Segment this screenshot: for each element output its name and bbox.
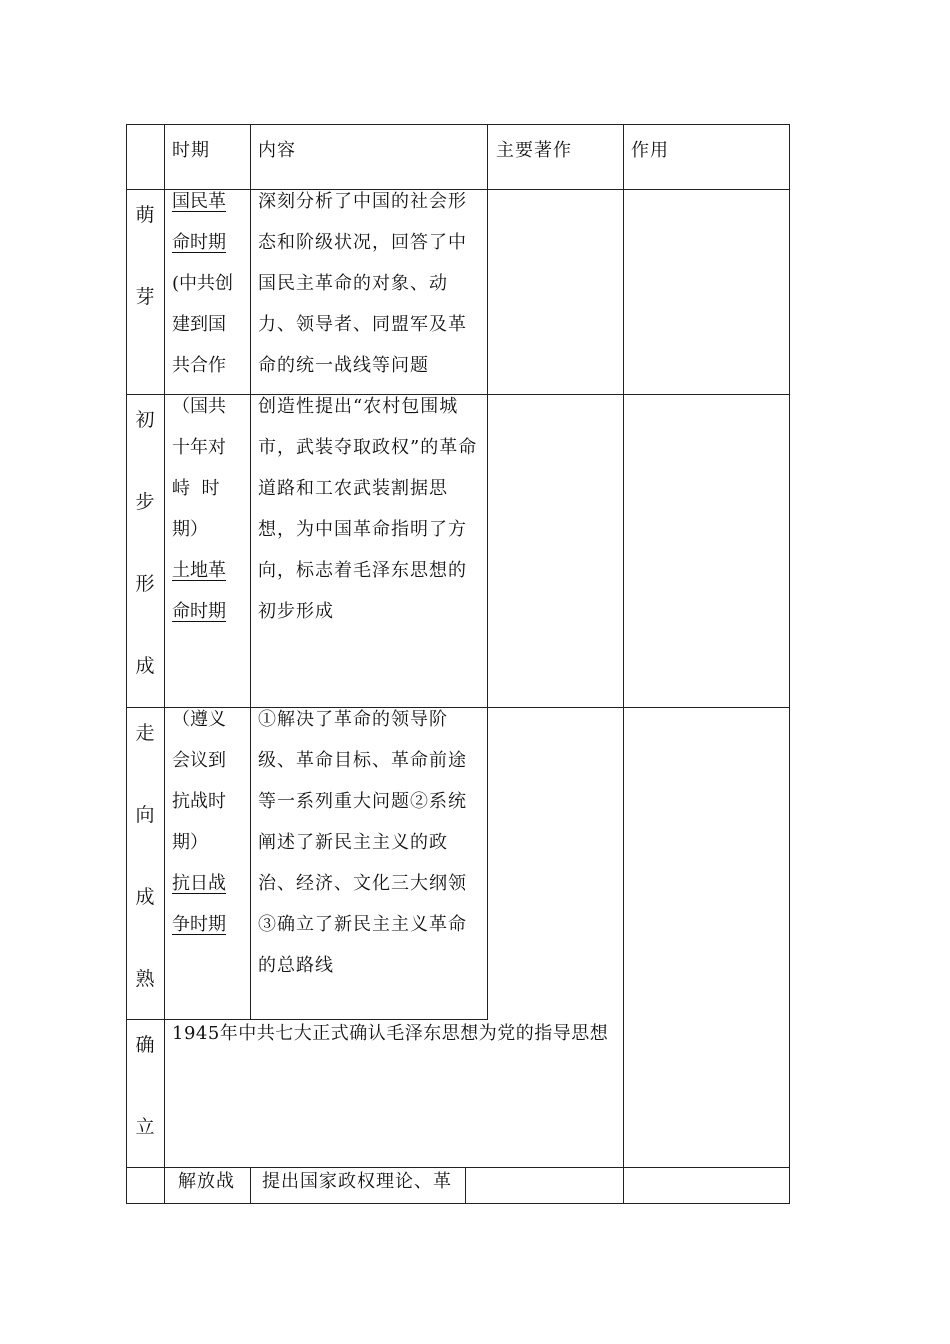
col-divider xyxy=(465,1167,466,1204)
period-line: 国民革 xyxy=(172,191,226,212)
content-cell-3: ①解决了革命的领导阶级、革命目标、革命前途等一系列重大问题②系统阐述了新民主主义的政治、经济、文化三大纲领③确立了新民主主义革命的总路线 xyxy=(258,709,467,976)
col-divider xyxy=(164,124,165,1204)
col-divider xyxy=(250,1167,251,1204)
stage-char: 萌 xyxy=(135,204,155,226)
table-border-right xyxy=(789,124,790,1204)
content-cell-2: 创造性提出“农村包围城市，武装夺取政权”的革命道路和工农武装割据思想，为中国革命指明了方向，标志着毛泽东思想的初步形成 xyxy=(258,396,478,622)
stage-char: 成 xyxy=(135,655,155,677)
table-border-top xyxy=(126,124,790,125)
period-line: 争时期 xyxy=(172,914,226,935)
period-line: (中共创 xyxy=(172,273,234,294)
period-line: 期） xyxy=(172,519,208,540)
header-role: 作用 xyxy=(631,140,669,161)
period-line: 共合作 xyxy=(172,355,226,376)
stage-char: 芽 xyxy=(135,286,155,308)
period-cell-5: 解放战 xyxy=(178,1171,235,1192)
header-period: 时期 xyxy=(172,140,210,161)
period-line: （国共 xyxy=(172,396,226,417)
period-line: 抗战时 xyxy=(172,791,226,812)
stage-char: 确 xyxy=(135,1034,155,1056)
period-line: 期） xyxy=(172,832,208,853)
stage-char: 走 xyxy=(135,722,155,744)
stage-char: 熟 xyxy=(135,968,155,990)
period-line: 峙 时 xyxy=(172,478,220,499)
period-cell-1 xyxy=(172,181,244,386)
period-line: 十年对 xyxy=(172,437,226,458)
period-line: 会议到 xyxy=(172,750,226,771)
period-line: 命时期 xyxy=(172,601,226,622)
period-line: （遵义 xyxy=(172,709,226,730)
stage-label-established xyxy=(126,1025,164,1189)
stage-char: 立 xyxy=(135,1116,155,1138)
col-divider xyxy=(487,124,488,1020)
period-line: 土地革 xyxy=(172,560,226,581)
col-divider xyxy=(623,124,624,1204)
period-cell-3 xyxy=(172,699,244,945)
established-merged-cell: 1945年中共七大正式确认毛泽东思想为党的指导思想 xyxy=(172,1023,609,1044)
col-divider xyxy=(250,124,251,1020)
table-border-bottom xyxy=(126,1203,790,1204)
content-cell-1: 深刻分析了中国的社会形态和阶级状况，回答了中国民主革命的对象、动力、领导者、同盟军及革命的统一战线等问题 xyxy=(258,191,467,376)
header-content: 内容 xyxy=(258,140,296,161)
stage-label-maturing xyxy=(126,713,164,1041)
stage-label-initial-formation xyxy=(126,400,164,728)
stage-char: 成 xyxy=(135,886,155,908)
period-line: 建到国 xyxy=(172,314,226,335)
stage-char: 向 xyxy=(135,804,155,826)
stage-char: 初 xyxy=(135,409,155,431)
stage-char: 步 xyxy=(135,491,155,513)
content-cell-5: 提出国家政权理论、革 xyxy=(262,1171,452,1192)
period-line: 命时期 xyxy=(172,232,226,253)
period-cell-2 xyxy=(172,386,244,632)
header-works: 主要著作 xyxy=(496,140,572,161)
stage-char: 形 xyxy=(135,573,155,595)
period-line: 抗日战 xyxy=(172,873,226,894)
stage-label-budding xyxy=(126,195,164,359)
